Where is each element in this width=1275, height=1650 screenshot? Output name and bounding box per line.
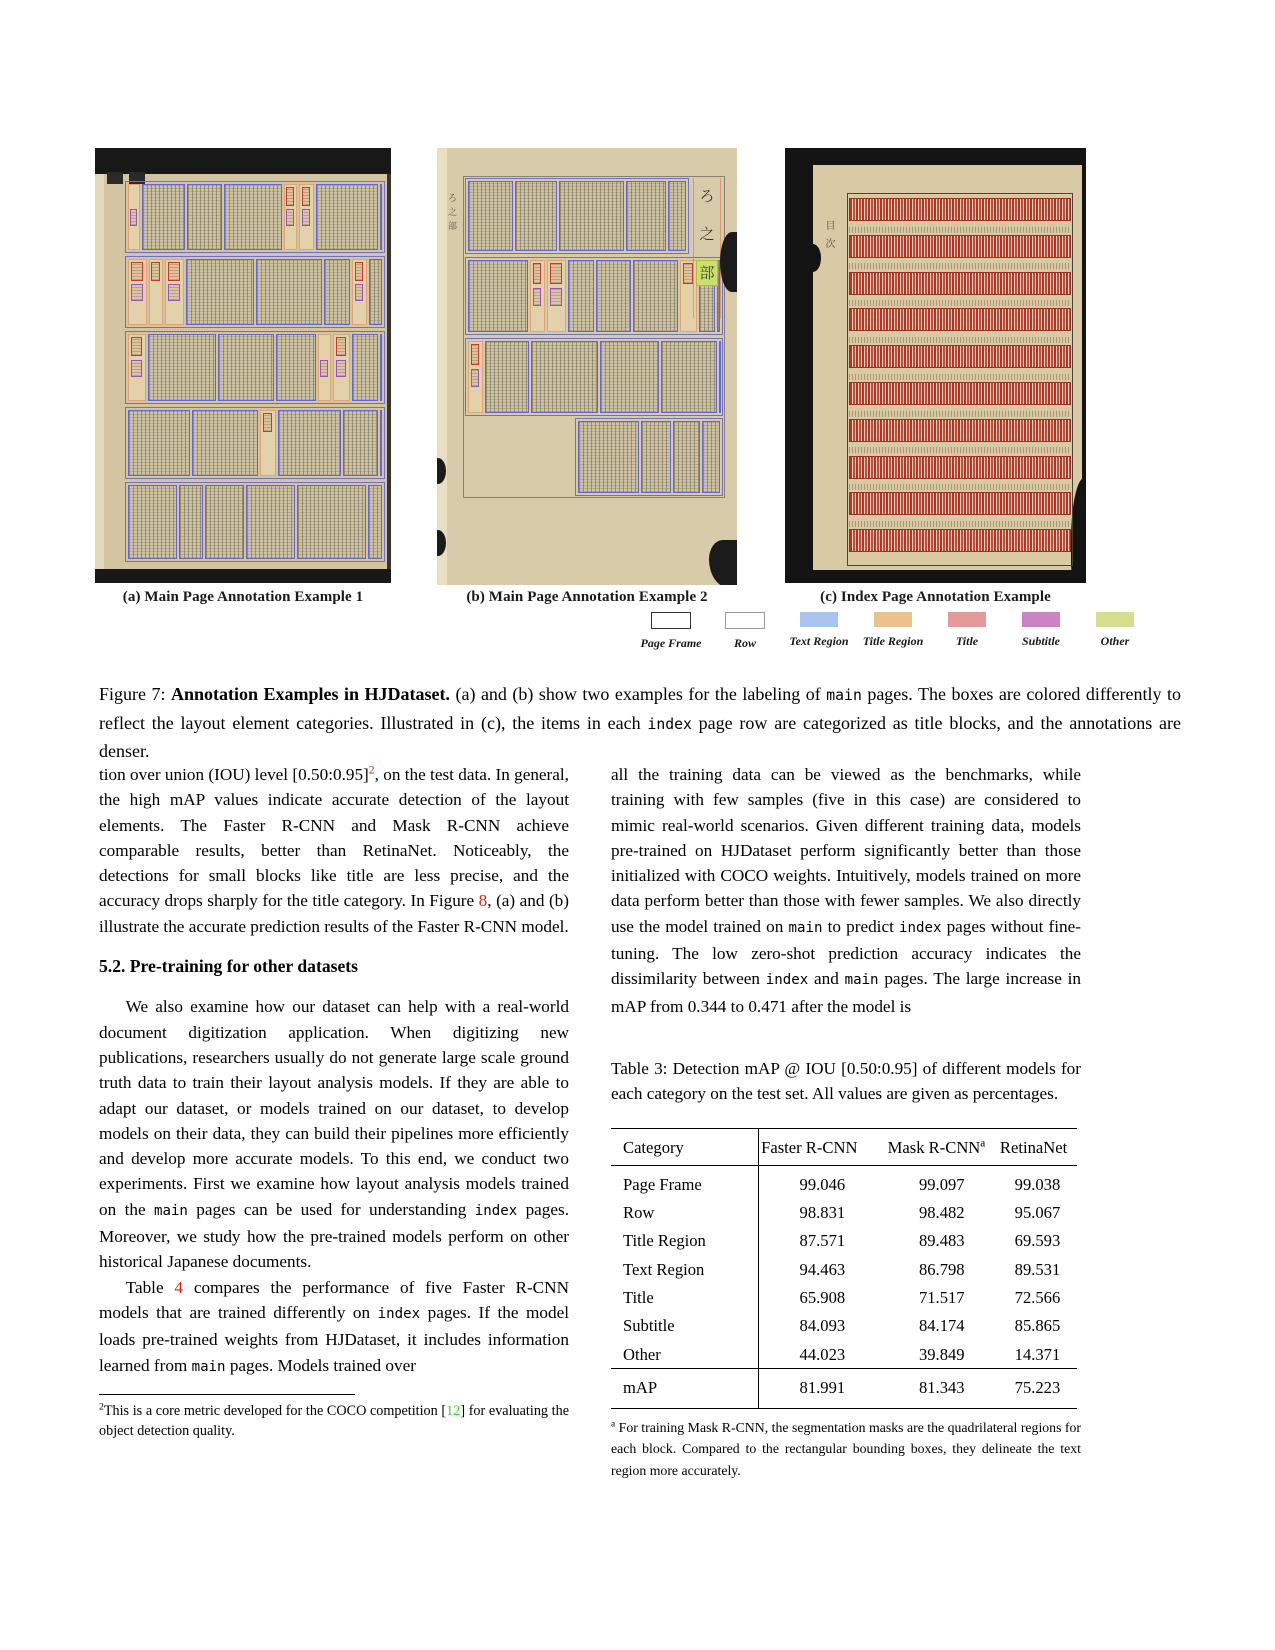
page-edge-shadow: [785, 570, 1086, 583]
subtitle-box: [336, 360, 346, 377]
text-region-box: [205, 485, 244, 559]
value-cell: 89.483: [918, 1231, 965, 1251]
legend-swatch: [948, 612, 986, 627]
binding-hole: [437, 530, 446, 556]
table-row: [611, 1284, 1077, 1312]
page-tear-shadow: [709, 540, 737, 585]
text-region-box: [128, 410, 190, 476]
title-box: [355, 262, 364, 281]
text-region-box: [343, 410, 378, 476]
table-header: [759, 1128, 886, 1165]
page-edge-shadow: [95, 569, 391, 583]
figure-caption: [99, 681, 1181, 765]
kanji-char: ろ: [699, 187, 715, 205]
index-row-band: [849, 235, 1071, 258]
row-box: [465, 257, 723, 335]
index-row-band: [849, 345, 1071, 368]
title-strip: [299, 184, 314, 250]
subtitle-box: [168, 284, 180, 301]
text-segment: index: [765, 972, 809, 989]
value-cell: 81.991: [759, 1369, 886, 1408]
text-region-box: [369, 259, 382, 325]
superscript: a: [611, 1419, 616, 1430]
small-text-strip: [849, 484, 1071, 490]
subtitle-box: [130, 209, 137, 226]
row-box: [125, 256, 385, 328]
text-segment: main: [153, 1202, 188, 1219]
value-cell: 69.593: [1014, 1231, 1061, 1251]
page-edge-shadow: [785, 148, 813, 583]
value-cell: 65.908: [799, 1288, 846, 1308]
legend-swatch: [651, 612, 691, 629]
text-segment: compares the performance of five Faster R-CNN models that are trained differently on: [99, 1277, 569, 1322]
value-cell: 39.849: [918, 1344, 965, 1364]
category-cell: Page Frame: [611, 1165, 759, 1198]
legend-label: Row: [733, 636, 756, 650]
text-segment: index: [899, 919, 942, 936]
text-region-box: [324, 259, 350, 325]
small-text-strip: [849, 411, 1071, 417]
index-row-band: [849, 308, 1071, 331]
text-segment: Category: [623, 1137, 684, 1157]
text-region-box: [218, 334, 274, 401]
text-segment: index: [377, 1305, 421, 1322]
title-strip: [260, 410, 276, 476]
table-row: [611, 1255, 1077, 1283]
title-box: [131, 262, 143, 281]
table-header: [998, 1128, 1077, 1165]
text-region-box: [186, 259, 254, 325]
value-cell: 95.067: [1014, 1203, 1061, 1223]
value-cell: 84.093: [799, 1316, 846, 1336]
text-segment: page row are categorized as title blocks, and the annotations are denser.: [99, 712, 1181, 761]
category-cell: Other: [611, 1340, 759, 1369]
text-region-box: [468, 181, 513, 251]
text-region-box: [673, 421, 700, 493]
small-text-strip: [849, 521, 1071, 527]
text-segment: index: [474, 1202, 518, 1219]
page-edge-shadow: [95, 148, 391, 174]
text-segment: Figure 7:: [99, 684, 171, 704]
subtitle-box: [471, 369, 480, 387]
index-row-band: [849, 492, 1071, 515]
text-segment: index: [647, 715, 692, 733]
page-edge-shadow: [785, 148, 1086, 165]
kanji-char: 之: [699, 225, 715, 243]
value-cell: 81.343: [886, 1369, 998, 1408]
category-cell: Row: [611, 1199, 759, 1227]
panel-caption-b: (b) Main Page Annotation Example 2: [466, 589, 708, 605]
text-region-box: [578, 421, 639, 493]
value-cell: 75.223: [998, 1369, 1077, 1408]
value-cell: 99.038: [1014, 1174, 1061, 1194]
table-row: [611, 1165, 1077, 1198]
small-text-strip: [849, 300, 1071, 306]
title-box: [302, 187, 311, 206]
panel-caption-c: (c) Index Page Annotation Example: [820, 589, 1051, 605]
value-cell: 99.046: [799, 1174, 846, 1194]
text-segment: (a) and (b) show two examples for the labeling of: [449, 684, 827, 704]
ref-link[interactable]: 4: [174, 1277, 183, 1297]
category-cell: mAP: [611, 1369, 759, 1408]
text-region-box: [246, 485, 295, 559]
title-box: [263, 413, 273, 432]
text-segment: This is a core metric developed for the COCO competition [: [103, 1402, 447, 1419]
highlighted-kanji: 部: [696, 260, 717, 286]
text-segment: main: [826, 687, 862, 704]
text-segment: RetinaNet: [999, 1137, 1068, 1157]
body-paragraph: [611, 762, 1081, 1019]
subtitle-box: [286, 209, 293, 226]
index-row-band: [849, 198, 1071, 221]
text-region-box: [531, 341, 598, 413]
subtitle-box: [550, 288, 562, 306]
margin-text: 目次: [823, 220, 834, 256]
text-region-box: [596, 260, 631, 332]
table-3-caption: [611, 1056, 1081, 1107]
legend-item: [1004, 612, 1078, 651]
table-header: [611, 1128, 759, 1165]
title-box: [471, 344, 480, 365]
text-region-box: [192, 410, 258, 476]
text-region-box: [276, 334, 316, 401]
value-cell: 44.023: [799, 1344, 846, 1364]
section-heading-5-2: 5.2. Pre-training for other datasets: [99, 956, 358, 977]
superscript: 2: [99, 1401, 104, 1413]
text-segment: pages. Models trained over: [225, 1355, 416, 1375]
page-edge-shadow: [387, 174, 391, 569]
legend-item: [856, 612, 930, 651]
text-region-box: [316, 184, 378, 250]
title-strip: [333, 334, 350, 401]
legend-swatch: [1096, 612, 1134, 627]
text-segment: Annotation Examples in HJDataset.: [170, 684, 450, 704]
small-text-strip: [849, 227, 1071, 233]
title-box: [131, 337, 142, 357]
legend-label: Title: [955, 634, 979, 648]
row-box: [465, 178, 689, 254]
category-cell: Text Region: [611, 1255, 759, 1283]
text-region-box: [468, 260, 528, 332]
text-segment: pages. The large increase in mAP from 0.344 to 0.471 after the model is: [611, 969, 1081, 1016]
small-text-strip: [849, 263, 1071, 269]
value-cell: 72.566: [1014, 1288, 1061, 1308]
subtitle-box: [131, 284, 143, 301]
text-region-box: [179, 485, 203, 559]
title-strip: [165, 259, 184, 325]
value-cell: 84.174: [918, 1316, 965, 1336]
text-segment: ] for evaluating the object detection quality.: [99, 1402, 569, 1440]
title-strip: [149, 259, 163, 325]
legend-swatch: [1022, 612, 1060, 627]
title-box: [151, 262, 159, 281]
text-region-box: [148, 334, 216, 401]
text-segment: main: [844, 972, 879, 989]
title-box: [286, 187, 293, 206]
index-row-band: [849, 529, 1071, 552]
title-strip: [468, 341, 483, 413]
text-segment: pages can be used for understanding: [187, 1199, 475, 1219]
row-box: [575, 418, 723, 496]
text-segment: Mask R-CNN: [887, 1137, 981, 1157]
small-text-strip: [849, 374, 1071, 380]
text-segment: main: [788, 919, 823, 936]
binder-tab: [107, 172, 123, 184]
row-box: [125, 482, 385, 562]
text-region-box: [380, 334, 382, 401]
legend-item: [930, 612, 1004, 651]
row-box: [465, 338, 723, 416]
index-row-band: [849, 456, 1071, 479]
legend-item: [782, 612, 856, 651]
text-region-box: [142, 184, 185, 250]
table-header: [886, 1128, 998, 1165]
title-strip: [284, 184, 297, 250]
index-row-band: [849, 272, 1071, 295]
value-cell: 14.371: [1014, 1344, 1061, 1364]
value-cell: 99.097: [918, 1174, 965, 1194]
value-cell: 71.517: [918, 1288, 965, 1308]
text-region-box: [128, 485, 177, 559]
subtitle-box: [320, 360, 327, 377]
title-strip: [547, 260, 566, 332]
table-row: [611, 1340, 1077, 1369]
body-paragraph: [99, 762, 569, 939]
text-segment: We also examine how our dataset can help with a real-world document digitization application. When digitizing new publications, researchers usually do not generate large scale ground truth data to train their layout analysis models. If they are able to adapt our dataset, or models trained on our dataset, to develop models on their data, they can build their pipelines more efficiently and develop more accurate models. To this end, we conduct two experiments. First we examine how layout analysis models trained on the: [99, 997, 569, 1219]
margin-text: ろ之部: [446, 193, 456, 235]
title-box: [550, 263, 562, 284]
text-region-box: [668, 181, 686, 251]
text-region-box: [626, 181, 666, 251]
superscript: a: [980, 1137, 986, 1150]
value-cell: 98.831: [799, 1203, 846, 1223]
legend-label: Page Frame: [640, 636, 702, 650]
citation-link[interactable]: 12: [446, 1402, 461, 1419]
category-cell: Subtitle: [611, 1312, 759, 1340]
value-cell: 85.865: [1014, 1316, 1061, 1336]
value-cell: 89.531: [1014, 1259, 1061, 1279]
value-cell: 98.482: [918, 1203, 965, 1223]
text-region-box: [368, 485, 382, 559]
map-row: [611, 1369, 1077, 1408]
subtitle-box: [355, 284, 364, 301]
text-region-box: [568, 260, 594, 332]
legend-item: [634, 612, 708, 651]
row-box: [125, 181, 385, 253]
text-region-box: [719, 341, 721, 413]
legend-swatch: [725, 612, 765, 629]
panel-caption-a: (a) Main Page Annotation Example 1: [122, 589, 364, 605]
subtitle-box: [302, 209, 311, 226]
figure-legend: [634, 612, 1152, 651]
index-page-annotation-image: [785, 148, 1086, 583]
index-row-band: [849, 419, 1071, 442]
text-segment: all the training data can be viewed as the benchmarks, while training with few samples (five in this case) are considered to mimic real-world scenarios. Given different training data, models pre-trained on HJDataset perform significantly better than those initialized with COCO weights. Intuitively, models trained on more data perform better than those with fewer samples. We also directly use the model trained on: [611, 765, 1081, 936]
title-strip: [128, 259, 147, 325]
title-strip: [128, 184, 140, 250]
page-footnote: [99, 1401, 569, 1442]
title-strip: [318, 334, 331, 401]
body-paragraph: [99, 994, 569, 1274]
legend-label: Other: [1100, 634, 1130, 648]
left-column: [99, 762, 569, 1442]
title-box: [683, 263, 693, 284]
table-row: [611, 1312, 1077, 1340]
text-region-box: [600, 341, 659, 413]
category-cell: Title: [611, 1284, 759, 1312]
body-paragraph: [99, 1275, 569, 1380]
table-3-footnote: [611, 1417, 1081, 1482]
table-row: [611, 1199, 1077, 1227]
ref-link[interactable]: 8: [478, 891, 488, 911]
category-cell: Title Region: [611, 1227, 759, 1255]
text-segment: pages. The boxes are colored differently to reflect the layout element categories. Illustrated in (c), the items in each: [99, 684, 1181, 733]
text-region-box: [352, 334, 378, 401]
subtitle-box: [533, 288, 542, 306]
page-edge-light: [95, 174, 104, 569]
table-3: [611, 1128, 1077, 1409]
text-segment: main: [191, 1358, 226, 1375]
text-segment: Faster R-CNN: [761, 1137, 858, 1157]
text-segment: pages. If the model loads pre-trained weights from HJDataset, it includes information learned from: [99, 1302, 569, 1375]
main-page-annotation-image-2: [437, 148, 737, 585]
text-region-box: [187, 184, 222, 250]
text-region-box: [256, 259, 322, 325]
text-segment: Table: [125, 1277, 175, 1297]
text-segment: , on the test data. In general, the high mAP values indicate accurate detection of the layout elements. The Faster R-CNN and Mask R-CNN achieve comparable results, better than RetinaNet. Noticeably, the detections for small blocks like title are less precise, and the accuracy drops sharply for the title category. In Figure: [99, 765, 569, 911]
title-box: [168, 262, 180, 281]
value-cell: 94.463: [799, 1259, 846, 1279]
legend-item: [1078, 612, 1152, 651]
text-region-box: [515, 181, 557, 251]
subtitle-box: [131, 360, 142, 377]
text-region-box: [641, 421, 671, 493]
right-column: [611, 762, 1081, 1481]
text-region-box: [702, 421, 720, 493]
text-segment: For training Mask R-CNN, the segmentation masks are the quadrilateral regions for each block. Compared to the rectangular bounding boxes, they delineate the text region more accurately.: [611, 1419, 1081, 1478]
title-strip: [530, 260, 545, 332]
index-row-band: [849, 382, 1071, 405]
text-segment: to predict: [822, 916, 899, 936]
text-segment: and: [808, 969, 845, 989]
title-box: [336, 337, 346, 357]
legend-label: Subtitle: [1021, 634, 1060, 648]
binding-notch: [805, 244, 821, 272]
value-cell: 86.798: [918, 1259, 965, 1279]
title-strip: [352, 259, 367, 325]
legend-label: Title Region: [862, 634, 924, 648]
main-page-annotation-image-1: [95, 148, 391, 583]
legend-item: [708, 612, 782, 651]
title-strip: [128, 334, 146, 401]
footnote-rule: [99, 1394, 355, 1395]
text-region-box: [224, 184, 282, 250]
text-segment: Table 3: Detection mAP @ IOU [0.50:0.95] of different models for each category on the test set. All values are given as percentages.: [611, 1058, 1081, 1104]
text-region-box: [661, 341, 717, 413]
legend-swatch: [800, 612, 838, 627]
text-region-box: [559, 181, 624, 251]
text-segment: , (a) and (b) illustrate the accurate prediction results of the Faster R-CNN model.: [99, 891, 569, 936]
text-region-box: [380, 184, 382, 250]
text-region-box: [633, 260, 678, 332]
text-segment: pages without fine-tuning. The low zero-shot prediction accuracy indicates the dissimilarity between: [611, 916, 1081, 989]
page-tear-shadow: [720, 232, 737, 292]
text-region-box: [380, 410, 382, 476]
binding-hole: [437, 458, 446, 484]
page-tear-shadow: [1071, 478, 1086, 583]
small-text-strip: [849, 337, 1071, 343]
small-text-strip: [849, 447, 1071, 453]
row-box: [125, 407, 385, 479]
index-corner-column: [693, 178, 721, 318]
title-box: [533, 263, 542, 284]
text-region-box: [485, 341, 529, 413]
legend-swatch: [874, 612, 912, 627]
text-segment: pages. Moreover, we study how the pre-trained models perform on other historical Japanese documents.: [99, 1199, 570, 1272]
legend-label: Text Region: [789, 634, 849, 648]
text-region-box: [278, 410, 341, 476]
row-box: [125, 331, 385, 404]
value-cell: 87.571: [799, 1231, 846, 1251]
text-segment: tion over union (IOU) level [0.50:0.95]: [99, 765, 369, 784]
table-row: [611, 1227, 1077, 1255]
footnote-ref[interactable]: 2: [368, 763, 375, 777]
text-region-box: [297, 485, 366, 559]
